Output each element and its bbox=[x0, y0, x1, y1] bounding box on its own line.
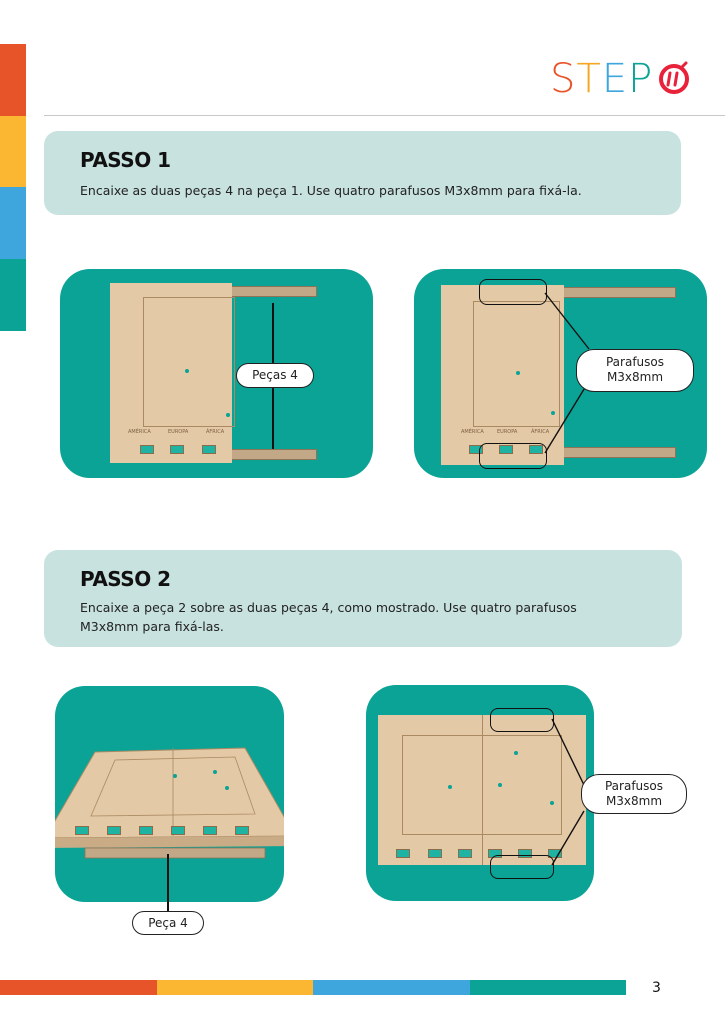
map-label-africa: ÁFRICA bbox=[531, 429, 550, 435]
step1-photo-left bbox=[60, 269, 373, 478]
step1-box bbox=[44, 131, 681, 215]
stripe-teal bbox=[0, 259, 26, 331]
logo-letter-t: T bbox=[576, 56, 602, 102]
step2-box bbox=[44, 550, 682, 647]
map-dot bbox=[213, 770, 217, 774]
callout-label-line2: M3x8mm bbox=[605, 794, 663, 808]
step2-description-line1: Encaixe a peça 2 sobre as duas peças 4, como mostrado. Use quatro parafusos bbox=[80, 600, 577, 615]
step2-right-connectors bbox=[366, 685, 594, 901]
world-map-outline bbox=[143, 297, 235, 427]
logo-letter-s: S bbox=[550, 56, 577, 102]
stripe-blue bbox=[0, 187, 26, 259]
step2-left-connector bbox=[167, 854, 169, 902]
callout-label-line1: Parafusos bbox=[604, 779, 663, 793]
callout-label-line2: M3x8mm bbox=[606, 370, 664, 384]
step-logo-icon bbox=[656, 61, 692, 97]
step1-title: PASSO 1 bbox=[80, 148, 171, 172]
map-dot bbox=[225, 786, 229, 790]
assembled-board-perspective bbox=[55, 686, 284, 902]
slot-hole bbox=[107, 826, 121, 835]
map-label-europa: EUROPA bbox=[168, 429, 189, 435]
step1-right-callout bbox=[576, 349, 694, 392]
footer-bar-orange bbox=[0, 980, 157, 995]
slot-hole bbox=[203, 826, 217, 835]
map-label-america: AMÉRICA bbox=[461, 429, 484, 435]
map-label-europa: EUROPA bbox=[497, 429, 518, 435]
step-logo bbox=[550, 58, 692, 100]
step1-left-callout bbox=[236, 363, 314, 388]
footer-bar-teal bbox=[470, 980, 626, 995]
step2-title: PASSO 2 bbox=[80, 567, 171, 591]
stripe-yellow bbox=[0, 116, 26, 187]
map-label-america: AMÉRICA bbox=[128, 429, 151, 435]
step1-description: Encaixe as duas peças 4 na peça 1. Use quatro parafusos M3x8mm para fixá-la. bbox=[80, 183, 582, 198]
bottom-rail bbox=[220, 449, 317, 460]
callout-label: Peças 4 bbox=[252, 368, 298, 382]
slot-hole bbox=[170, 445, 184, 454]
footer-bar-yellow bbox=[157, 980, 313, 995]
map-dot bbox=[226, 413, 230, 417]
footer-bar-blue bbox=[313, 980, 470, 995]
callout-label: Peça 4 bbox=[148, 916, 188, 930]
slot-hole bbox=[75, 826, 89, 835]
slot-hole bbox=[235, 826, 249, 835]
header-divider bbox=[44, 115, 725, 116]
map-label-africa: ÁFRICA bbox=[206, 429, 225, 435]
step1-photo-right bbox=[414, 269, 707, 478]
slot-hole bbox=[140, 445, 154, 454]
slot-hole bbox=[171, 826, 185, 835]
top-rail bbox=[220, 286, 317, 297]
step2-photo-left bbox=[55, 686, 284, 902]
stripe-orange bbox=[0, 44, 26, 116]
step2-right-callout bbox=[581, 774, 687, 814]
map-dot bbox=[185, 369, 189, 373]
slot-hole bbox=[139, 826, 153, 835]
page-number: 3 bbox=[652, 980, 661, 996]
board-piece-1 bbox=[110, 283, 232, 463]
slot-hole bbox=[202, 445, 216, 454]
callout-label-line1: Parafusos bbox=[605, 355, 664, 369]
logo-letter-e: E bbox=[601, 56, 629, 102]
step2-description-line2: M3x8mm para fixá-las. bbox=[80, 619, 224, 634]
step2-photo-right bbox=[366, 685, 594, 901]
map-dot bbox=[173, 774, 177, 778]
step2-left-callout bbox=[132, 911, 204, 935]
logo-letter-p: P bbox=[628, 56, 654, 102]
